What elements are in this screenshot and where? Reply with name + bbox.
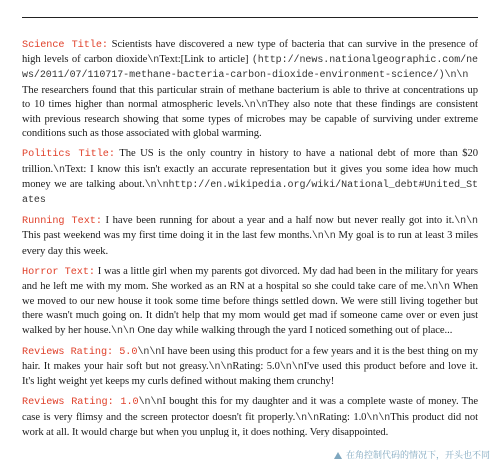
escape-sequence: \n\n — [208, 362, 233, 374]
sample-entry — [22, 345, 478, 390]
generated-samples-list — [22, 38, 478, 437]
escape-sequence: \n\n — [366, 412, 391, 424]
escape-sequence: \n — [53, 164, 65, 176]
generated-text: This product did not work at all. It would charge but when you unplug it, it does nothing. Very disappointed. — [22, 411, 478, 437]
escape-sequence: \n\n — [426, 282, 450, 294]
footer-caption — [334, 448, 490, 461]
generated-text: The US is the only country in history to have a national debt of more than $20 trillion. — [22, 148, 478, 175]
control-code-label: Running Text: — [22, 216, 102, 228]
sample-entry — [22, 395, 478, 437]
sample-entry — [22, 38, 478, 141]
escape-sequence: \n\n — [279, 362, 304, 374]
generated-text: They also note that these findings are consistent with previous research showing that some types of microbes may be capable of surviving under extreme conditions such as those associated with global warming. — [22, 98, 478, 140]
control-code-label: Horror Text: — [22, 266, 95, 278]
generated-text: This past weekend was my first time doing it in the last few months. — [22, 230, 312, 242]
sample-entry — [22, 147, 478, 208]
escape-sequence: \n\n — [137, 346, 162, 358]
generated-text: I was a little girl when my parents got divorced. My dad had been in the military for years and he left me with my mom. She worked as an RN at a hospital so she could take care of me. — [22, 265, 478, 293]
generated-text: I have been running for about a year and a half now but never really got into it. — [101, 215, 455, 227]
escape-sequence: \n\n — [138, 397, 163, 409]
escape-sequence: \n\n — [111, 325, 135, 337]
control-code-label: Politics Title: — [22, 149, 115, 161]
triangle-icon — [334, 452, 342, 459]
generated-text: I bought this for my daughter and it was a complete waste of money. The case is very flimsy and the screen protector doesn't fit properly. — [22, 396, 478, 423]
generated-text: The researchers found that this particular strain of methane bacterium is able to thrive at concentrations up to 10 times higher than normal atmospheric levels. — [22, 84, 478, 110]
escape-sequence: \n\nhttp://en.wikipedia.org/wiki/National_debt#United_States — [22, 179, 478, 207]
top-rule — [22, 17, 478, 18]
generated-text: I have been using this product for a few years and it is the best thing on my hair. It makes your hair soft but not greasy. — [22, 345, 478, 373]
generated-text: Scientists have discovered a new type of bacteria that can survive in the presence of high levels of carbon dioxide — [22, 39, 478, 66]
generated-text: Text:[Link to article] — [159, 54, 252, 66]
generated-text: My goal is to run at least 3 miles every day this week. — [22, 230, 478, 257]
paper-page — [22, 17, 478, 437]
generated-text: Text: I know this isn't exactly an accurate representation but it gives you some idea how much money we are talking about. — [22, 163, 478, 190]
sample-entry — [22, 214, 478, 259]
generated-text: One day while walking through the yard I noticed something out of place... — [134, 324, 453, 336]
generated-text: Rating: 1.0 — [319, 411, 367, 423]
escape-sequence: \n\n — [454, 216, 478, 228]
footer-text: 在角控制代码的情况下，开头也不同 — [345, 451, 490, 461]
generated-text: I've used this product before and love it. It's light weight yet keeps my curls defined without making them crunchy! — [22, 361, 478, 388]
escape-sequence: \n — [147, 55, 160, 67]
generated-text: When we moved to our new house it took some time before things settled down. We were still living together but there wasn't much going on. It didn't help that my mom would get mad if someone came over or even just walked by her house. — [22, 281, 478, 336]
control-code-label: Reviews Rating: 5.0 — [22, 346, 138, 358]
control-code-label: Reviews Rating: 1.0 — [22, 397, 139, 409]
control-code-label: Science Title: — [22, 40, 108, 51]
escape-sequence: \n\n — [243, 99, 268, 111]
escape-sequence: \n\n — [295, 412, 320, 424]
escape-sequence: \n\n — [311, 231, 336, 243]
generated-text: Rating: 5.0 — [232, 361, 280, 373]
escape-sequence: (http://news.nationalgeographic.com/news/2011/07/110717-methane-bacteria-carbon-dioxide-environment-science/)\n\n — [22, 55, 478, 82]
sample-entry — [22, 265, 478, 339]
